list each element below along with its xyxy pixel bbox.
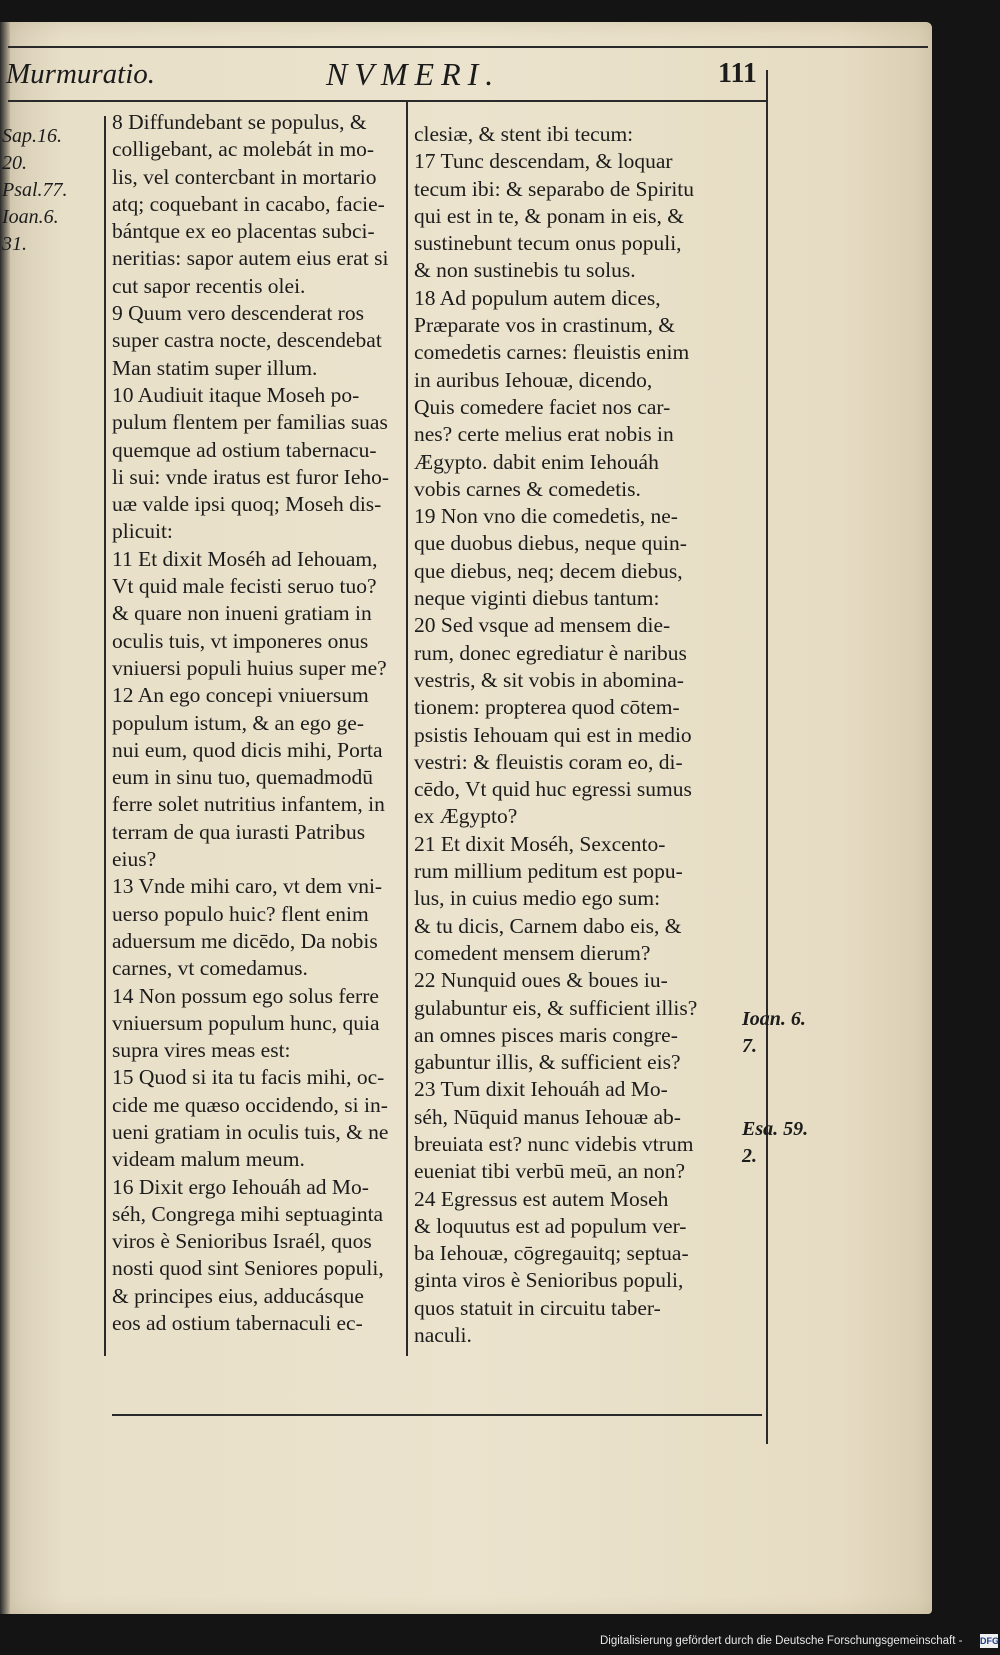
text-line: vestris, & sit vobis in abomina- xyxy=(414,667,684,692)
text-line: 10 Audiuit itaque Moseh po- xyxy=(112,382,360,407)
text-line: comedetis carnes: fleuistis enim xyxy=(414,340,690,365)
text-line: 17 Tunc descendam, & loquar xyxy=(414,149,673,174)
text-line: Ægypto. dabit enim Iehouáh xyxy=(414,449,659,474)
text-line: 12 An ego concepi vniuersum xyxy=(112,683,369,708)
text-line: an omnes pisces maris congre- xyxy=(414,1022,678,1047)
right-margin-reference-joan xyxy=(742,1006,806,1060)
text-line: supra vires meas est: xyxy=(112,1038,291,1063)
running-header xyxy=(0,50,1000,100)
text-line: vniuersi populi huius super me? xyxy=(112,655,387,680)
text-line: cēdo, Vt quid huc egressi sumus xyxy=(414,777,692,802)
text-line: super castra nocte, descendebat xyxy=(112,328,382,353)
text-line: sustinebunt tecum onus populi, xyxy=(414,231,682,256)
margin-reference: 20. xyxy=(2,152,27,174)
text-line: aduersum me dicēdo, Da nobis xyxy=(112,928,378,953)
text-line: 20 Sed vsque ad mensem die- xyxy=(414,613,671,638)
margin-reference: 7. xyxy=(742,1035,757,1057)
text-line: rum millium peditum est popu- xyxy=(414,859,683,884)
text-line: terram de qua iurasti Patribus xyxy=(112,819,366,844)
text-line: vniuersum populum hunc, quia xyxy=(112,1010,380,1035)
text-line: oculis tuis, vt imponeres onus xyxy=(112,628,369,653)
text-line: 9 Quum vero descenderat ros xyxy=(112,301,364,326)
text-line: gabuntur illis, & sufficient eis? xyxy=(414,1050,681,1075)
header-book-title: NVMERI. xyxy=(326,56,501,92)
text-line: neritias: sapor autem eius erat si xyxy=(112,246,389,271)
text-line: naculi. xyxy=(414,1323,472,1348)
text-line: li sui: vnde iratus est furor Ieho- xyxy=(112,464,390,489)
text-line: 16 Dixit ergo Iehouáh ad Mo- xyxy=(112,1174,369,1199)
text-line: atq; coquebant in cacabo, facie- xyxy=(112,191,385,216)
text-line: eos ad ostium tabernaculi ec- xyxy=(112,1311,363,1336)
margin-reference: Psal.77. xyxy=(2,179,68,201)
text-line: eueniat tibi verbū meū, an non? xyxy=(414,1159,686,1184)
page-number: 111 xyxy=(718,58,757,89)
text-line: lis, vel contercbant in mortario xyxy=(112,164,377,189)
text-line: lus, in cuius medio ego sum: xyxy=(414,886,661,911)
text-line: 15 Quod si ita tu facis mihi, oc- xyxy=(112,1065,385,1090)
text-line: 19 Non vno die comedetis, ne- xyxy=(414,504,678,529)
text-line: & tu dicis, Carnem dabo eis, & xyxy=(414,913,682,938)
text-line: plicuit: xyxy=(112,519,173,544)
text-line: Præparate vos in crastinum, & xyxy=(414,313,675,338)
text-line: ferre solet nutritius infantem, in xyxy=(112,792,385,817)
text-line: & principes eius, adducásque xyxy=(112,1283,364,1308)
text-line: viros è Senioribus Israél, quos xyxy=(112,1229,372,1254)
text-line: eius? xyxy=(112,847,157,872)
text-line: 11 Et dixit Moséh ad Iehouam, xyxy=(112,546,378,571)
text-line: Quis comedere faciet nos car- xyxy=(414,394,671,419)
text-line: videam malum meum. xyxy=(112,1147,305,1172)
book-spine-edge xyxy=(0,22,10,1614)
text-line: 24 Egressus est autem Moseh xyxy=(414,1186,669,1211)
text-line: clesiæ, & stent ibi tecum: xyxy=(414,122,634,146)
text-line: & loquutus est ad populum ver- xyxy=(414,1213,687,1238)
left-text-column xyxy=(112,109,397,1337)
text-line: 8 Diffundebant se populus, & xyxy=(112,110,367,134)
text-line: 13 Vnde mihi caro, vt dem vni- xyxy=(112,874,383,899)
header-rule xyxy=(8,100,768,102)
text-line: rum, donec egrediatur è naribus xyxy=(414,640,687,665)
text-line: ueni gratiam in oculis tuis, & ne xyxy=(112,1119,389,1144)
right-column-rule xyxy=(766,70,768,1444)
header-section-title: Murmuratio. xyxy=(6,58,156,90)
text-line: quos statuit in circuitu taber- xyxy=(414,1295,661,1320)
right-margin-reference-esa xyxy=(742,1116,808,1170)
left-margin-references xyxy=(2,123,68,258)
right-text-column xyxy=(414,121,749,1349)
text-line: in auribus Iehouæ, dicendo, xyxy=(414,367,653,392)
text-line: que diebus, neq; decem diebus, xyxy=(414,558,683,583)
text-line: bántque ex eo placentas subci- xyxy=(112,219,375,244)
text-line: ex Ægypto? xyxy=(414,804,518,829)
left-column-rule xyxy=(104,116,106,1356)
dfg-logo: DFG xyxy=(980,1636,999,1646)
text-line: quemque ad ostium tabernacu- xyxy=(112,437,377,462)
margin-reference: Ioan. 6. xyxy=(742,1008,806,1030)
text-line: Vt quid male fecisti seruo tuo? xyxy=(112,574,377,599)
margin-reference: 31. xyxy=(2,233,27,255)
text-line: 21 Et dixit Moséh, Sexcento- xyxy=(414,831,666,856)
text-line: cide me quæso occidendo, si in- xyxy=(112,1092,388,1117)
text-line: cut sapor recentis olei. xyxy=(112,273,306,298)
margin-reference: Esa. 59. xyxy=(742,1118,809,1140)
text-line: vobis carnes & comedetis. xyxy=(414,476,641,501)
text-line: séh, Congrega mihi septuaginta xyxy=(112,1201,384,1226)
text-line: 18 Ad populum autem dices, xyxy=(414,285,661,310)
text-line: qui est in te, & ponam in eis, & xyxy=(414,203,684,228)
text-line: vestri: & fleuistis coram eo, di- xyxy=(414,749,683,774)
text-line: colligebant, ac molebát in mo- xyxy=(112,137,375,162)
text-line: tionem: propterea quod cōtem- xyxy=(414,695,680,720)
text-line: breuiata est? nunc videbis vtrum xyxy=(414,1131,694,1156)
text-line: nes? certe melius erat nobis in xyxy=(414,422,674,447)
text-line: Man statim super illum. xyxy=(112,355,318,380)
text-line: gulabuntur eis, & sufficient illis? xyxy=(414,995,698,1020)
text-line: populum istum, & an ego ge- xyxy=(112,710,364,735)
text-line: uæ valde ipsi quoq; Moseh dis- xyxy=(112,492,382,517)
text-line: nosti quod sint Seniores populi, xyxy=(112,1256,384,1281)
text-line: neque viginti diebus tantum: xyxy=(414,586,660,611)
margin-reference: Ioan.6. xyxy=(2,206,59,228)
bottom-rule xyxy=(112,1414,762,1416)
digitization-credit: Digitalisierung gefördert durch die Deutsche Forschungsgemeinschaft - xyxy=(600,1635,963,1647)
text-line: séh, Nūquid manus Iehouæ ab- xyxy=(414,1104,681,1129)
text-line: pulum flentem per familias suas xyxy=(112,410,388,435)
margin-reference: Sap.16. xyxy=(2,125,62,147)
text-line: tecum ibi: & separabo de Spiritu xyxy=(414,176,695,201)
text-line: 22 Nunquid oues & boues iu- xyxy=(414,968,668,993)
text-line: uerso populo huic? flent enim xyxy=(112,901,369,926)
text-line: 14 Non possum ego solus ferre xyxy=(112,983,379,1008)
text-line: comedent mensem dierum? xyxy=(414,940,651,965)
text-line: que duobus diebus, neque quin- xyxy=(414,531,687,556)
text-line: & non sustinebis tu solus. xyxy=(414,258,636,283)
text-line: nui eum, quod dicis mihi, Porta xyxy=(112,737,383,762)
text-line: ba Iehouæ, cōgregauitq; septua- xyxy=(414,1241,689,1266)
text-line: ginta viros è Senioribus populi, xyxy=(414,1268,684,1293)
margin-reference: 2. xyxy=(742,1145,757,1167)
text-line: carnes, vt comedamus. xyxy=(112,956,308,981)
center-column-rule xyxy=(406,100,408,1356)
text-line: 23 Tum dixit Iehouáh ad Mo- xyxy=(414,1077,668,1102)
text-line: eum in sinu tuo, quemadmodū xyxy=(112,765,373,790)
text-line: psistis Iehouam qui est in medio xyxy=(414,722,692,747)
top-frame-rule xyxy=(8,46,928,48)
text-line: & quare non inueni gratiam in xyxy=(112,601,372,626)
